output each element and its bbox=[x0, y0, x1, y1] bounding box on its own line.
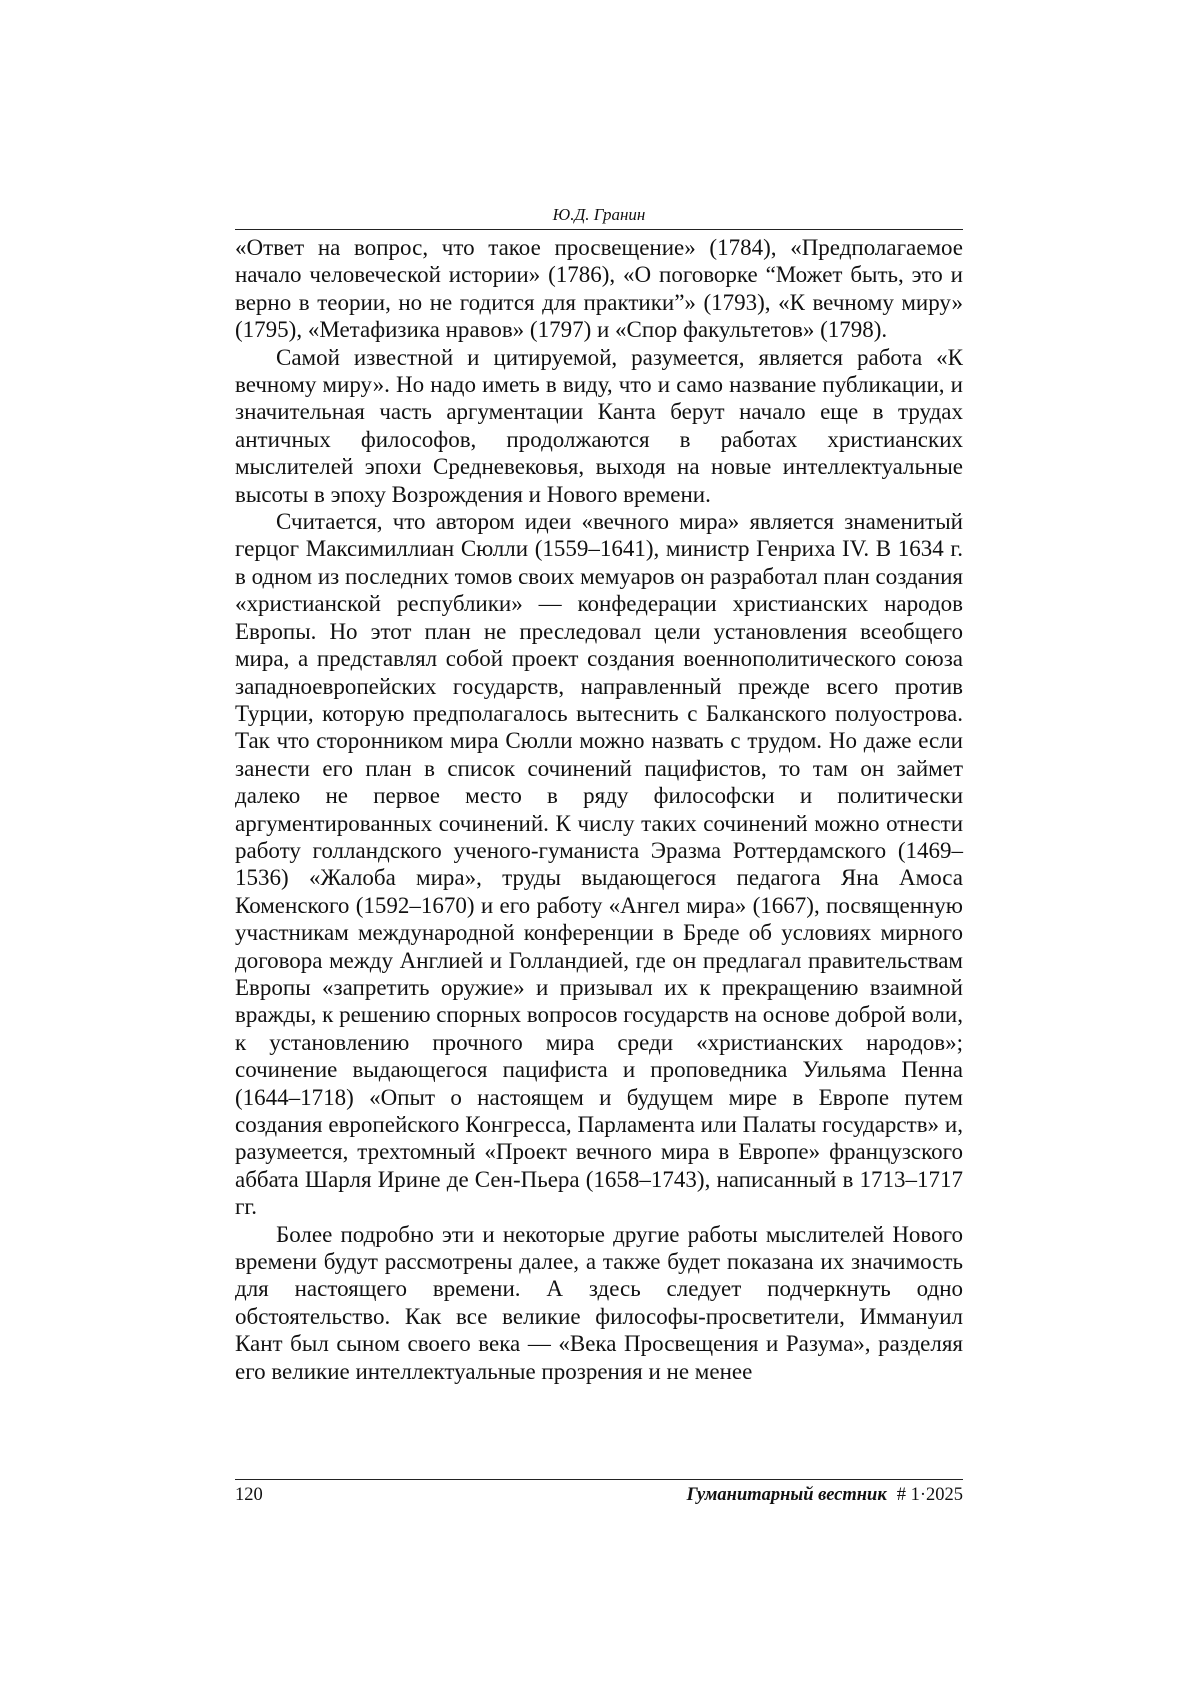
paragraph: Считается, что автором идеи «вечного мира» является знаменитый герцог Максимиллиан Сюлли (1559–1641), министр Генриха IV. В 1634 г. в одном из последних томов своих мемуаров он разработал план создания «христианской республики» — конфедерации христианских народов Европы. Но этот план не преследовал цели установления всеобщего мира, а представлял собой проект создания военнополитического союза западноевропейских государств, направленный прежде всего против Турции, которую предполагалось вытеснить с Балканского полуострова. Так что сторонником мира Сюлли можно назвать с трудом. Но даже если занести его план в список сочинений пацифистов, то там он займет далеко не первое место в ряду философски и политически аргументированных сочинений. К числу таких сочинений можно отнести работу голландского ученого-гуманиста Эразма Роттердамского (1469–1536) «Жалоба мира», труды выдающегося педагога Яна Амоса Коменского (1592–1670) и его работу «Ангел мира» (1667), посвященную участникам международной конференции в Бреде об условиях мирного договора между Англией и Голландией, где он предлагал правительствам Европы «запретить оружие» и призывал их к прекращению взаимной вражды, к решению спорных вопросов государств на основе доброй воли, к установлению прочного мира среди «христианских народов»; сочинение выдающегося пацифиста и проповедника Уильяма Пенна (1644–1718) «Опыт о настоящем и будущем мире в Европе путем создания европейского Конгресса, Парламента или Палаты государств» и, разумеется, трехтомный «Проект вечного мира в Европе» французского аббата Шарля Ирине де Сен-Пьера (1658–1743), написанный в 1713–1717 гг. bbox=[235, 509, 963, 1220]
page-footer bbox=[235, 1479, 963, 1506]
journal-title: Гуманитарный вестник bbox=[686, 1485, 887, 1505]
issue-number: # 1·2025 bbox=[896, 1485, 963, 1505]
paragraph: Самой известной и цитируемой, разумеется, является работа «К вечному миру». Но надо иметь в виду, что и само название публикации, и значительная часть аргументации Канта берут начало еще в трудах античных философов, продолжаются в работах христианских мыслителей эпохи Средневековья, выходя на новые интеллектуальные высоты в эпоху Возрождения и Нового времени. bbox=[235, 344, 963, 507]
paragraph-continuation: «Ответ на вопрос, что такое просвещение» (1784), «Предполагаемое начало человеческой истории» (1786), «О поговорке “Может быть, это и верно в теории, но не годится для практики”» (1793), «К вечному миру» (1795), «Метафизика нравов» (1797) и «Спор факультетов» (1798). bbox=[235, 235, 963, 343]
paragraph: Более подробно эти и некоторые другие работы мыслителей Нового времени будут рассмотрены далее, а также будет показана их значимость для настоящего времени. А здесь следует подчеркнуть одно обстоятельство. Как все великие философы-просветители, Иммануил Кант был сыном своего века — «Века Просвещения и Разума», разделяя его великие интеллектуальные прозрения и не менее bbox=[235, 1221, 963, 1384]
journal-info bbox=[687, 1484, 963, 1506]
page-number: 120 bbox=[235, 1485, 263, 1505]
running-head: Ю.Д. Гранин bbox=[235, 205, 963, 230]
body-text bbox=[235, 234, 963, 1385]
page bbox=[235, 205, 963, 1385]
